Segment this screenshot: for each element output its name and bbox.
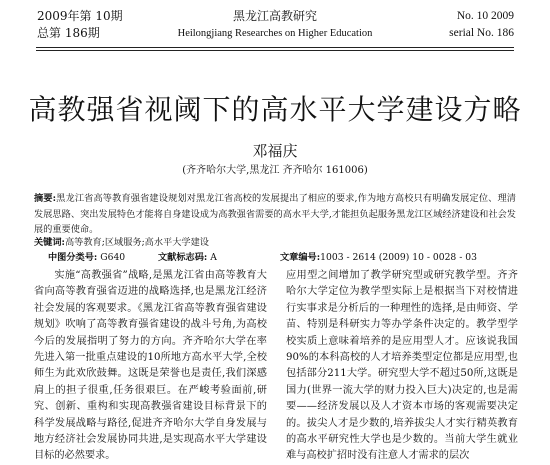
issue-number-cn: 2009年第 10期 [37, 9, 123, 23]
issue-number-en: No. 10 2009 [456, 10, 514, 22]
article-id-value: 1003 - 2614 (2009) 10 - 0028 - 03 [320, 252, 477, 263]
keywords [34, 236, 516, 250]
journal-name-cn: 黑龙江高教研究 [232, 9, 317, 23]
serial-number-en: serial No. 186 [449, 27, 514, 39]
keywords-text: 高等教育;区域服务;高水平大学建设 [64, 237, 209, 248]
article-id-label: 文章编号: [280, 252, 321, 263]
abstract [34, 191, 516, 238]
article-title: 高教强省视阈下的高水平大学建设方略 [28, 93, 522, 126]
header-rule-bottom [36, 50, 514, 51]
article-author: 邓福庆 [252, 142, 298, 160]
body-column-left: 实施“高教强省”战略,是黑龙江省由高等教育大省向高等教育强省迈进的战略选择,也是黑龙江经济社会发展的客观要求。《黑龙江省高等教育强省建设规划》吹响了高等教育强省建设的战斗号角,为高校今后的发展指明了努力的方向。齐齐哈尔大学在率先进入第一批重点建设的10所地方高水平大学,全校师生为此欢欣鼓舞。这既是荣誉也是责任,我们深感肩上的担子很重,任务很艰巨。在严峻考验面前,研究、创新、重构和实现高教强省建设目标背景下的科学发展战略与路径,促进齐齐哈尔大学自身发展与地方经济社会发展协同共进,是实现高水平大学建设目标的必然要求。 [34, 270, 267, 462]
author-affiliation: (齐齐哈尔大学,黑龙江 齐齐哈尔 161006) [182, 165, 368, 176]
abstract-label: 摘要: [34, 193, 57, 204]
journal-header [0, 0, 550, 62]
clc-label: 中图分类号: [48, 252, 98, 263]
issue-info-right [449, 8, 514, 42]
clc-value: G640 [100, 252, 126, 263]
doc-code-value: A [210, 252, 217, 263]
abstract-text: 黑龙江省高等教育强省建设规划对黑龙江省高校的发展提出了相应的要求,作为地方高校只有明确发展定位、理清发展思路、突出发展特色才能将自身建设成为高教强省需要的高水平大学,才能担负起服务黑龙江区域经济建设和社会发展的重要使命。 [34, 193, 516, 235]
doc-code-label: 文献标志码: [158, 252, 208, 263]
header-rule-top [36, 47, 514, 48]
serial-number-cn: 总第 186期 [37, 26, 100, 40]
body-column-right: 应用型之间增加了教学研究型或研究教学型。齐齐哈尔大学定位为教学型实际上是根据当下对校情进行实事求是分析后的一种理性的选择,是由师资、学苗、特别是科研实力等办学条件决定的。教学型学校实质上意味着培养的是应用型人才。应该说我国90%的本科高校的人才培养类型定位都是应用型,也包括部分211大学。研究型大学不超过50所,这既是国力(世界一流大学的财力投入巨大)决定的,也是需要——经济发展以及人才资本市场的客观需要决定的。拔尖人才是少数的,培养拔尖人才实行精英教育的高水平研究性大学也是少数的。当前大学生就业难与高校扩招时没有注意人才需求的层次 [286, 270, 518, 462]
keywords-label: 关键词: [34, 237, 65, 248]
journal-name-en: Heilongjiang Researches on Higher Education [177, 28, 373, 39]
